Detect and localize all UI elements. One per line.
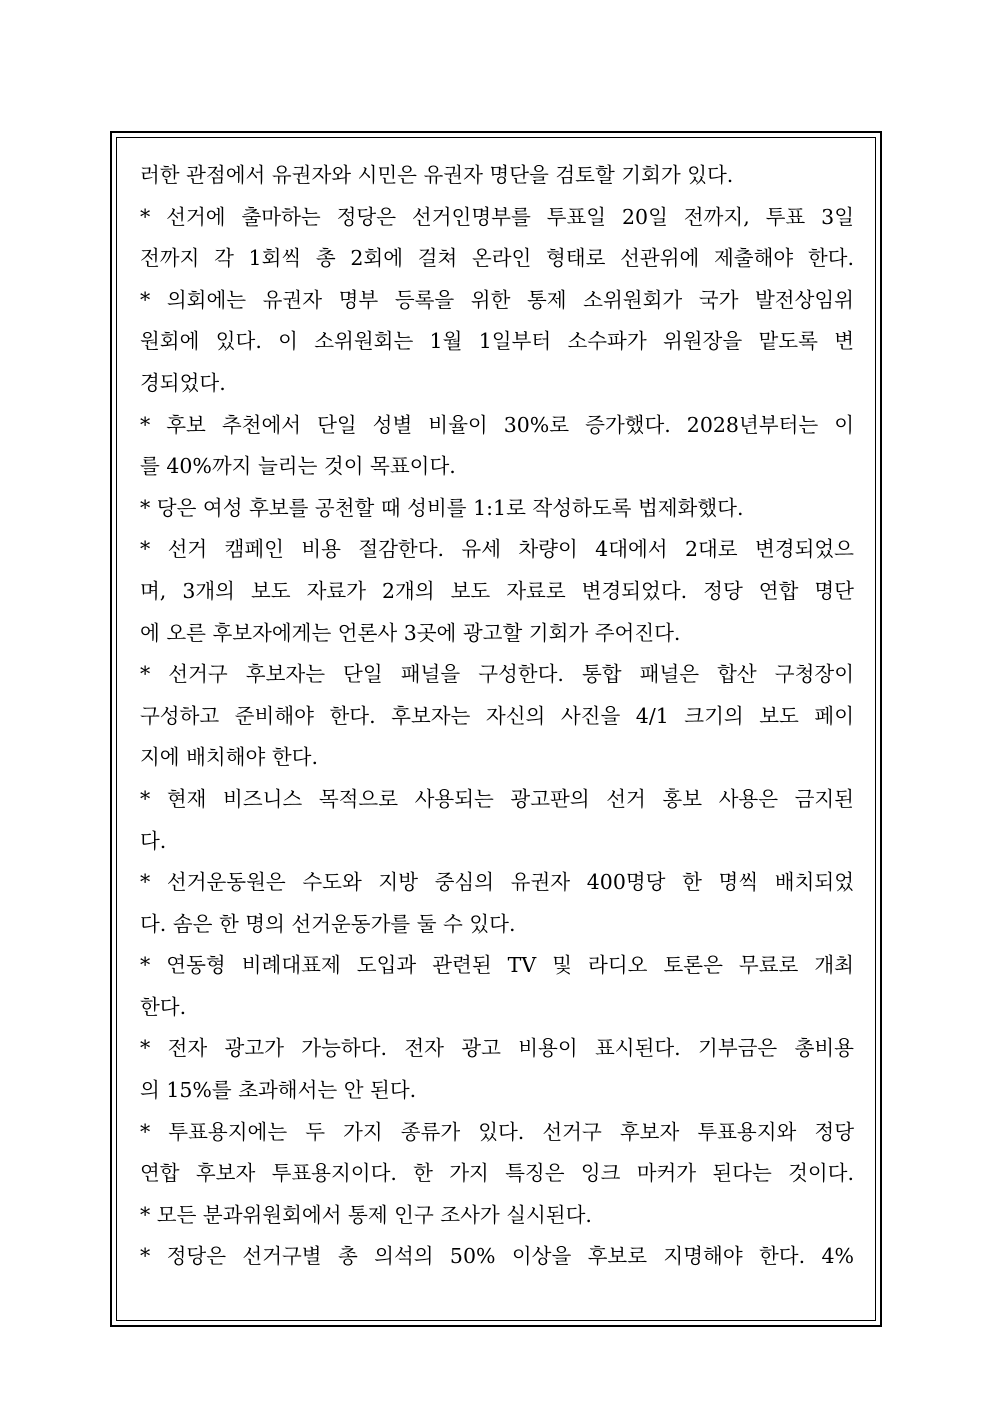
document-body	[140, 155, 854, 1278]
text-line: * 투표용지에는 두 가지 종류가 있다. 선거구 후보자 투표용지와 정당	[140, 1119, 854, 1144]
text-line: 연합 후보자 투표용지이다. 한 가지 특징은 잉크 마커가 된다는 것이다.	[140, 1161, 854, 1186]
text-line: * 후보 추천에서 단일 성별 비율이 30%로 증가했다. 2028년부터는 이	[140, 412, 854, 437]
text-line: 며, 3개의 보도 자료가 2개의 보도 자료로 변경되었다. 정당 연합 명단	[140, 578, 854, 603]
text-line: 지에 배치해야 한다.	[140, 745, 318, 770]
text-line: 구성하고 준비해야 한다. 후보자는 자신의 사진을 4/1 크기의 보도 페이	[140, 703, 854, 728]
text-line: 러한 관점에서 유권자와 시민은 유권자 명단을 검토할 기회가 있다.	[140, 163, 734, 187]
text-line: 전까지 각 1회씩 총 2회에 걸쳐 온라인 형태로 선관위에 제출해야 한다.	[140, 246, 854, 271]
text-line: * 선거구 후보자는 단일 패널을 구성한다. 통합 패널은 합산 구청장이	[140, 662, 854, 687]
text-line: * 선거 캠페인 비용 절감한다. 유세 차량이 4대에서 2대로 변경되었으	[140, 537, 854, 562]
text-line: * 모든 분과위원회에서 통제 인구 조사가 실시된다.	[140, 1202, 592, 1227]
text-line: 경되었다.	[140, 370, 226, 395]
text-line: 다. 솜은 한 명의 선거운동가를 둘 수 있다.	[140, 911, 516, 936]
text-line: * 현재 비즈니스 목적으로 사용되는 광고판의 선거 홍보 사용은 금지된	[140, 786, 854, 811]
text-line: 의 15%를 초과해서는 안 된다.	[140, 1078, 417, 1103]
text-line: * 정당은 선거구별 총 의석의 50% 이상을 후보로 지명해야 한다. 4%	[140, 1244, 854, 1269]
text-line: * 선거운동원은 수도와 지방 중심의 유권자 400명당 한 명씩 배치되었	[140, 870, 854, 895]
text-line: * 의회에는 유권자 명부 등록을 위한 통제 소위원회가 국가 발전상임위	[140, 287, 854, 312]
text-line: * 당은 여성 후보를 공천할 때 성비를 1:1로 작성하도록 법제화했다.	[140, 495, 744, 520]
text-line: 한다.	[140, 994, 187, 1019]
text-line: 다.	[140, 828, 167, 853]
text-line: * 선거에 출마하는 정당은 선거인명부를 투표일 20일 전까지, 투표 3일	[140, 204, 854, 229]
text-line: 에 오른 후보자에게는 언론사 3곳에 광고할 기회가 주어진다.	[140, 620, 681, 645]
text-line: * 전자 광고가 가능하다. 전자 광고 비용이 표시된다. 기부금은 총비용	[140, 1036, 854, 1061]
text-line: 를 40%까지 늘리는 것이 목표이다.	[140, 454, 456, 479]
text-line: 원회에 있다. 이 소위원회는 1월 1일부터 소수파가 위원장을 맡도록 변	[140, 329, 854, 354]
text-line: * 연동형 비례대표제 도입과 관련된 TV 및 라디오 토론은 무료로 개최	[140, 953, 854, 978]
